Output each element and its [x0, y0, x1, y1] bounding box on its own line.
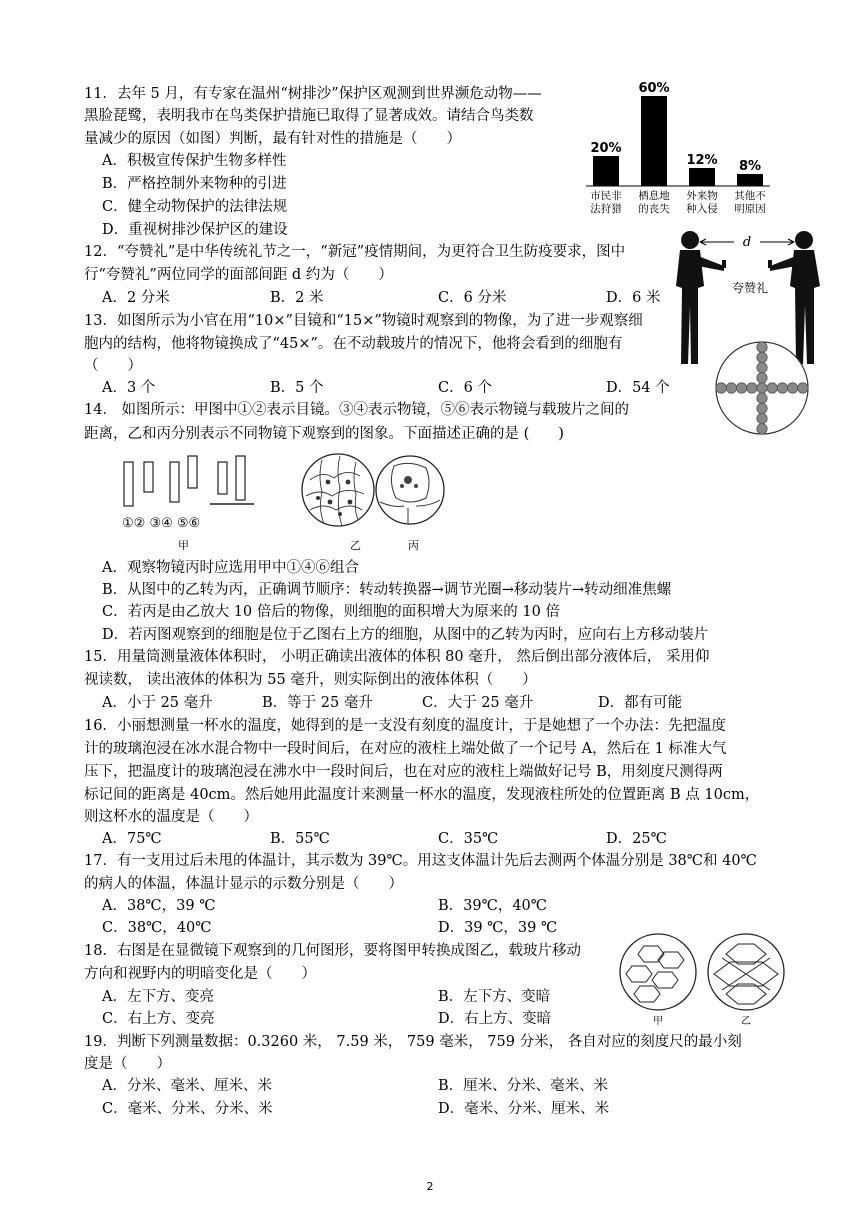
q16-line-4: 标记间的距离是 40cm。然后她用此温度计来测量一杯水的温度，发现液柱所处的位置距离 B 点 10cm， — [84, 787, 760, 803]
lens-diagram-jia — [118, 452, 278, 552]
q11-option-b: B．严格控制外来物种的引进 — [102, 176, 287, 192]
q16-option-b: B．55℃ — [270, 831, 330, 847]
q14-option-d: D．若丙图观察到的细胞是位于乙图右上方的细胞，从图中的乙转为丙时，应向右上方移动装片 — [102, 627, 709, 643]
view-yi — [708, 934, 784, 1027]
objective-5-icon — [218, 462, 227, 494]
jia-label: 甲 — [178, 539, 189, 552]
q11-option-a: A．积极宣传保护生物多样性 — [102, 153, 287, 169]
q11-line-2: 黑脸琵鹭，表明我市在鸟类保护措施已取得了显著成效。请结合鸟类数 — [84, 108, 534, 124]
q15-option-d: D．都有可能 — [598, 695, 683, 711]
q11-option-c: C．健全动物保护的法律法规 — [102, 199, 288, 215]
q12-option-b: B．2 米 — [270, 290, 324, 306]
q13-option-d: D．54 个 — [606, 380, 670, 396]
jia-label: 甲 — [653, 1016, 663, 1027]
q12-option-d: D．6 米 — [606, 290, 661, 306]
q13-option-c: C．6 个 — [438, 380, 492, 396]
q18-option-b: B．左下方、变暗 — [438, 989, 551, 1005]
q13-option-a: A．3 个 — [102, 380, 156, 396]
q16-option-a: A．75℃ — [102, 831, 162, 847]
cell-icon — [757, 342, 767, 352]
cell-icon — [787, 383, 797, 393]
q14-option-c: C．若丙是由乙放大 10 倍后的物像，则细胞的面积增大为原来的 10 倍 — [102, 604, 560, 620]
view-yi — [302, 454, 374, 526]
cell-icon — [757, 383, 767, 393]
q15-option-a: A．小于 25 毫升 — [102, 695, 213, 711]
cell-icon — [777, 383, 787, 393]
q17-line-2: 的病人的体温，体温计显示的示数分别是（ ） — [84, 876, 403, 892]
bar-category-label: 市民非 — [590, 190, 622, 202]
q12-option-a: A．2 分米 — [102, 290, 170, 306]
bar-value-label: 8% — [738, 159, 762, 174]
objective-6-icon — [236, 456, 245, 500]
eyepiece-2-icon — [144, 462, 153, 492]
cell-icon — [726, 383, 736, 393]
q19-option-c: C．毫米、分米、分米、米 — [102, 1101, 273, 1117]
q16-option-c: C．35℃ — [438, 831, 499, 847]
q16-line-3: 压下，把温度计的玻璃泡浸在沸水中一段时间后，也在对应的液柱上端做好记号 B，用刻度尺测得两 — [84, 764, 723, 780]
bar-category-label: 的丧失 — [638, 203, 670, 215]
lens-numbers: ①② ③④ ⑤⑥ — [122, 516, 201, 531]
bar-value-label: 20% — [590, 141, 622, 156]
q12-line-2: 行“夸赞礼”两位同学的面部间距 d 约为（ ） — [84, 267, 393, 283]
bar-category-label: 种入侵 — [686, 203, 718, 215]
hexagon-views-figure — [618, 930, 790, 1028]
q13-line-3: （ ） — [84, 358, 142, 374]
cell-icon — [757, 424, 767, 434]
q19-option-b: B．厘米、分米、毫米、米 — [438, 1078, 609, 1094]
cell-icon — [757, 393, 767, 403]
cell-icon — [757, 413, 767, 423]
q17-option-b: B．39℃，40℃ — [438, 898, 547, 914]
q12-line-1: 12．“夸赞礼”是中华传统礼节之一，“新冠”疫情期间，为更符合卫生防疫要求，图中 — [84, 244, 626, 260]
bar-category-label: 明原因 — [734, 203, 766, 215]
bar-category-label: 法狩猎 — [590, 203, 622, 215]
cell-icon — [767, 383, 777, 393]
q18-option-c: C．右上方、变亮 — [102, 1011, 215, 1027]
q15-line-1: 15．用量筒测量液体体积时， 小明正确读出液体的体积 80 毫升， 然后倒出部分液体后， 采用仰 — [84, 649, 710, 665]
q14-line-2: 距离，乙和丙分别表示不同物镜下观察到的图象。下面描述正确的是 ( ) — [84, 426, 564, 442]
cell-icon — [736, 383, 746, 393]
bird-decline-bar-chart — [578, 74, 778, 224]
cell-icon — [716, 383, 726, 393]
q14-option-b: B．从图中的乙转为丙，正确调节顺序：转动转换器→调节光圈→移动装片→转动细准焦螺 — [102, 582, 672, 598]
q15-line-2: 视读数， 读出液体的体积为 55 毫升，则实际倒出的液体体积（ ） — [84, 672, 537, 688]
q16-line-1: 16．小丽想测量一杯水的温度，她得到的是一支没有刻度的温度计，于是她想了一个办法：先把温度 — [84, 718, 726, 734]
cell-icon — [747, 383, 757, 393]
bar-value-label: 60% — [638, 81, 670, 96]
eyepiece-1-icon — [124, 462, 133, 506]
q18-option-a: A．左下方、变亮 — [102, 989, 214, 1005]
cell-icon — [757, 373, 767, 383]
q13-option-b: B．5 个 — [270, 380, 324, 396]
bar-value-label: 12% — [686, 153, 718, 168]
q16-line-5: 则这杯水的温度是（ ） — [84, 809, 258, 825]
cell-icon — [757, 403, 767, 413]
bar-2 — [641, 96, 667, 186]
cell-icon — [757, 352, 767, 362]
q19-line-1: 19．判断下列测量数据：0.3260 米， 7.59 米， 759 毫米， 759 分米， 各自对应的刻度尺的最小刻 — [84, 1034, 742, 1050]
cell-views-yi-bing — [300, 452, 450, 552]
cell-icon — [757, 362, 767, 372]
q16-option-d: D．25℃ — [606, 831, 667, 847]
bing-label: 丙 — [408, 539, 419, 552]
distance-label: d — [742, 235, 752, 250]
yi-label: 乙 — [741, 1016, 751, 1027]
bar-4 — [737, 174, 763, 186]
bar-category-label: 栖息地 — [638, 190, 670, 202]
objective-4-icon — [188, 456, 197, 488]
bar-1 — [593, 156, 619, 186]
objective-3-icon — [170, 462, 179, 502]
q13-line-2: 胞内的结构，他将物镜换成了“45×”。在不动载玻片的情况下，他将会看到的细胞有 — [84, 336, 623, 352]
page-number: 2 — [426, 1180, 434, 1193]
q19-line-2: 度是（ ） — [84, 1056, 171, 1072]
q18-option-d: D．右上方、变暗 — [438, 1011, 552, 1027]
q17-option-a: A．38℃，39 ℃ — [102, 898, 216, 914]
q17-option-c: C．38℃，40℃ — [102, 920, 212, 936]
q19-option-d: D．毫米、分米、厘米、米 — [438, 1101, 610, 1117]
q15-option-b: B．等于 25 毫升 — [262, 695, 373, 711]
microscope-cell-cross-figure — [714, 340, 810, 436]
cell-icon — [798, 383, 808, 393]
q17-option-d: D．39 ℃，39 ℃ — [438, 920, 558, 936]
q14-line-1: 14． 如图所示：甲图中①②表示目镜。③④表示物镜，⑤⑥表示物镜与载玻片之间的 — [84, 402, 630, 418]
greeting-caption: 夸赞礼 — [731, 281, 769, 295]
bar-3 — [689, 168, 715, 186]
q13-line-1: 13．如图所示为小官在用“10×”目镜和“15×”物镜时观察到的物像，为了进一步观察细 — [84, 313, 643, 329]
q12-option-c: C．6 分米 — [438, 290, 507, 306]
bar-category-label: 外来物 — [686, 190, 718, 202]
q19-option-a: A．分米、毫米、厘米、米 — [102, 1078, 272, 1094]
bar-category-label: 其他不 — [734, 190, 766, 202]
q17-line-1: 17．有一支用过后未甩的体温计，其示数为 39℃。用这支体温计先后去测两个体温分别是 38℃和 40℃ — [84, 853, 757, 869]
q18-line-2: 方向和视野内的明暗变化是（ ） — [84, 966, 316, 982]
q11-line-3: 量减少的原因（如图）判断，最有针对性的措施是（ ） — [84, 131, 461, 147]
q11-line-1: 11．去年 5 月，有专家在温州“树排沙”保护区观测到世界濒危动物—— — [84, 86, 542, 102]
q16-line-2: 计的玻璃泡浸在冰水混合物中一段时间后，在对应的液柱上端处做了一个记号 A，然后在 1 标准大气 — [84, 741, 727, 757]
q14-option-a: A．观察物镜丙时应选用甲中①④⑥组合 — [102, 560, 359, 576]
q15-option-c: C．大于 25 毫升 — [422, 695, 534, 711]
view-jia — [620, 934, 696, 1027]
yi-label: 乙 — [350, 539, 361, 552]
view-bing — [376, 456, 444, 524]
q11-option-d: D．重视树排沙保护区的建设 — [102, 222, 288, 238]
q18-line-1: 18．右图是在显微镜下观察到的几何图形，要将图甲转换成图乙，载玻片移动 — [84, 943, 581, 959]
